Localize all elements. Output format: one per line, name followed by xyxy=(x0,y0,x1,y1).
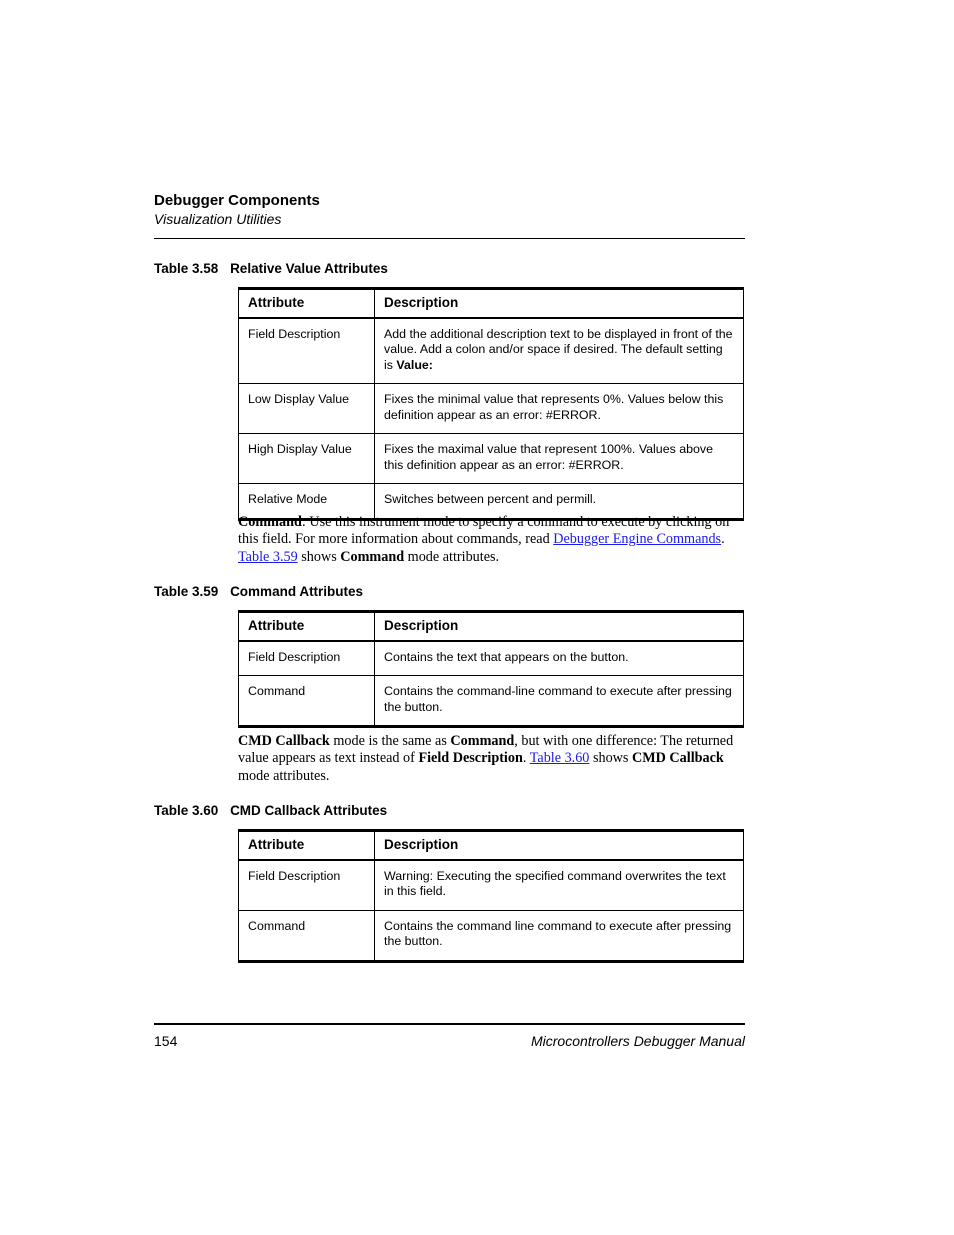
attribute-cell: Low Display Value xyxy=(239,384,375,434)
column-header-attribute: Attribute xyxy=(239,289,375,318)
paragraph-text: . xyxy=(522,750,530,767)
table-row xyxy=(239,860,744,911)
table-59 xyxy=(238,610,744,728)
table-header-row xyxy=(239,289,744,318)
table-3-59-link[interactable]: Table 3.59 xyxy=(238,548,298,565)
bold-term-command: Command xyxy=(238,514,302,530)
bold-term-cmd-callback: CMD Callback xyxy=(238,733,330,749)
column-header-attribute: Attribute xyxy=(239,831,375,860)
header-divider xyxy=(154,238,745,239)
cmd-callback-paragraph xyxy=(238,733,744,785)
attribute-cell: Relative Mode xyxy=(239,484,375,520)
description-cell xyxy=(375,318,744,384)
bold-term-field-description: Field Description xyxy=(418,750,523,767)
description-cell: Switches between percent and permill. xyxy=(375,484,744,520)
bold-term-command: Command xyxy=(450,733,515,749)
table-59-number: Table 3.59 xyxy=(154,584,219,599)
table-58-number: Table 3.58 xyxy=(154,261,219,276)
table-header-row xyxy=(239,831,744,860)
column-header-attribute: Attribute xyxy=(239,612,375,641)
attribute-cell: Field Description xyxy=(239,318,375,384)
table-58-title: Relative Value Attributes xyxy=(230,261,388,276)
attribute-cell: High Display Value xyxy=(239,434,375,484)
attribute-cell: Command xyxy=(239,676,375,727)
table-59-caption xyxy=(154,584,363,599)
table-row xyxy=(239,910,744,961)
table-59-title: Command Attributes xyxy=(230,584,364,599)
paragraph-text: mode is the same as xyxy=(329,733,451,749)
page-number: 154 xyxy=(154,1033,178,1049)
description-cell: Contains the command line command to execute after pressing the button. xyxy=(375,910,744,961)
description-text: Add the additional description text to be displayed in front of the value. Add a colon and/or space if desired. The default setting is xyxy=(384,326,733,372)
running-header xyxy=(154,191,745,228)
table-58-caption xyxy=(154,261,388,276)
table-60-caption xyxy=(154,803,387,818)
table-60-title: CMD Callback Attributes xyxy=(230,803,388,818)
description-cell: Fixes the maximal value that represent 100%. Values above this definition appear as an error: #ERROR. xyxy=(375,434,744,484)
paragraph-text: : Use this instrument mode to specify a command to execute by clicking on this field. For more information about commands, read xyxy=(238,514,730,548)
table-row xyxy=(239,384,744,434)
description-cell: Fixes the minimal value that represents 0%. Values below this definition appear as an error: #ERROR. xyxy=(375,384,744,434)
attribute-cell: Command xyxy=(239,910,375,961)
command-paragraph xyxy=(238,514,744,566)
footer-divider xyxy=(154,1023,745,1025)
table-row xyxy=(239,676,744,727)
paragraph-text: mode attributes. xyxy=(404,548,500,565)
manual-title: Microcontrollers Debugger Manual xyxy=(531,1033,745,1049)
section-title: Visualization Utilities xyxy=(154,211,282,227)
bold-term-command: Command xyxy=(340,548,405,565)
description-cell: Warning: Executing the specified command overwrites the text in this field. xyxy=(375,860,744,911)
column-header-description: Description xyxy=(375,612,744,641)
paragraph-text: . xyxy=(721,531,725,548)
table-60 xyxy=(238,829,744,963)
table-3-60-link[interactable]: Table 3.60 xyxy=(529,750,590,767)
table-58 xyxy=(238,287,744,521)
paragraph-text: mode attributes. xyxy=(238,767,330,784)
bold-term-cmd-callback: CMD Callback xyxy=(631,750,724,767)
paragraph-text: , but with one difference: The returned value appears as text instead of xyxy=(238,733,734,767)
paragraph-text: shows xyxy=(589,750,632,767)
chapter-title: Debugger Components xyxy=(154,192,320,209)
paragraph-text: shows xyxy=(297,548,341,565)
table-row xyxy=(239,641,744,676)
description-cell: Contains the command-line command to execute after pressing the button. xyxy=(375,676,744,727)
table-row xyxy=(239,318,744,384)
table-header-row xyxy=(239,612,744,641)
table-row xyxy=(239,434,744,484)
table-60-number: Table 3.60 xyxy=(154,803,219,818)
description-bold-value: Value: xyxy=(396,357,433,372)
attribute-cell: Field Description xyxy=(239,641,375,676)
column-header-description: Description xyxy=(375,289,744,318)
column-header-description: Description xyxy=(375,831,744,860)
debugger-engine-commands-link[interactable]: Debugger Engine Commands xyxy=(553,531,722,548)
description-cell: Contains the text that appears on the button. xyxy=(375,641,744,676)
attribute-cell: Field Description xyxy=(239,860,375,911)
